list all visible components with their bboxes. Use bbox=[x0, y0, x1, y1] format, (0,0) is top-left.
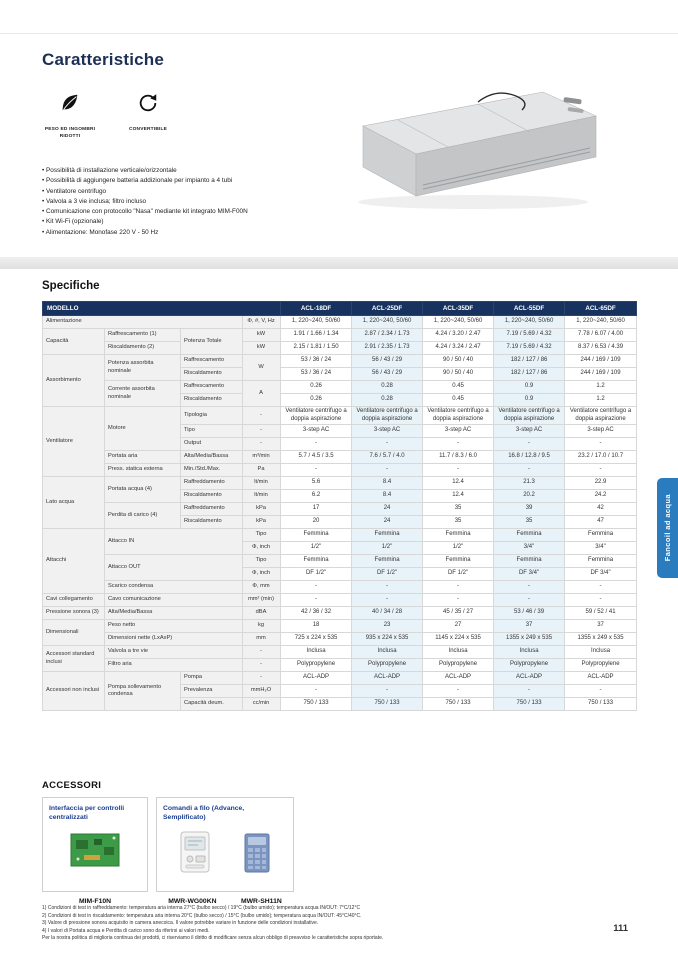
accessory-model-label: MWR-SH11N bbox=[240, 898, 282, 905]
spec-value-cell: 53 / 36 / 24 bbox=[281, 355, 352, 368]
spec-value-cell: 24.2 bbox=[565, 490, 637, 503]
spec-value-cell: 3-step AC bbox=[423, 425, 494, 438]
spec-value-cell: - bbox=[423, 464, 494, 477]
spec-value-cell: 244 / 169 / 109 bbox=[565, 368, 637, 381]
spec-label-cell: W bbox=[243, 355, 281, 381]
spec-value-cell: Polypropylene bbox=[281, 659, 352, 672]
feature-badge bbox=[118, 92, 178, 141]
spec-label-cell: Min./Std./Max. bbox=[181, 464, 243, 477]
spec-row bbox=[43, 342, 637, 355]
wired-remote-advance-image bbox=[180, 831, 210, 878]
spec-label-cell: Cavi collegamento bbox=[43, 594, 105, 607]
bullet-item: • Valvola a 3 vie inclusa; filtro incluso bbox=[42, 197, 342, 207]
spec-label-cell: Filtro aria bbox=[105, 659, 243, 672]
bullet-item: • Possibilità di aggiungere batteria addizionale per impianto a 4 tubi bbox=[42, 176, 342, 186]
spec-value-cell: 0.9 bbox=[494, 381, 565, 394]
spec-label-cell: Tipo bbox=[243, 529, 281, 542]
spec-row bbox=[43, 381, 637, 394]
spec-value-cell: 1, 220~240, 50/60 bbox=[352, 316, 423, 329]
spec-value-cell: - bbox=[352, 594, 423, 607]
spec-value-cell: - bbox=[494, 464, 565, 477]
spec-value-cell: - bbox=[494, 594, 565, 607]
spec-value-cell: 47 bbox=[565, 516, 637, 529]
spec-label-cell: Riscaldamento bbox=[181, 490, 243, 503]
spec-value-cell: 20 bbox=[281, 516, 352, 529]
spec-row bbox=[43, 646, 637, 659]
footnote-item: 2) Condizioni di test in riscaldamento: temperatura aria interna 20°C (bulbo secco) / 15°C (bulbo umido); temperatura acqua IN/OUT: 45°C/40°C. bbox=[42, 912, 362, 919]
spec-label-cell: Alimentazione bbox=[43, 316, 243, 329]
spec-value-cell: - bbox=[352, 438, 423, 451]
spec-value-cell: 27 bbox=[423, 620, 494, 633]
spec-value-cell: 56 / 43 / 29 bbox=[352, 355, 423, 368]
spec-value-cell: - bbox=[565, 438, 637, 451]
spec-label-cell: Tipo bbox=[243, 555, 281, 568]
feature-badge bbox=[40, 92, 100, 141]
page-number: 111 bbox=[613, 923, 628, 934]
product-image bbox=[328, 64, 608, 219]
spec-value-cell: - bbox=[494, 581, 565, 594]
spec-value-cell: - bbox=[281, 464, 352, 477]
spec-row bbox=[43, 555, 637, 568]
specs-heading: Specifiche bbox=[42, 280, 100, 292]
spec-value-cell: 6.2 bbox=[281, 490, 352, 503]
spec-value-cell: - bbox=[352, 685, 423, 698]
spec-value-cell: 42 / 36 / 32 bbox=[281, 607, 352, 620]
spec-row bbox=[43, 451, 637, 464]
spec-model-header: ACL-35DF bbox=[423, 302, 494, 316]
spec-value-cell: 8.4 bbox=[352, 477, 423, 490]
spec-value-cell: 59 / 52 / 41 bbox=[565, 607, 637, 620]
spec-value-cell: ACL-ADP bbox=[352, 672, 423, 685]
spec-value-cell: 1145 x 224 x 535 bbox=[423, 633, 494, 646]
spec-row bbox=[43, 607, 637, 620]
spec-value-cell: - bbox=[352, 581, 423, 594]
side-tab-label: Fancoil ad acqua bbox=[663, 494, 672, 562]
spec-value-cell: - bbox=[281, 594, 352, 607]
spec-row bbox=[43, 633, 637, 646]
spec-label-cell: - bbox=[243, 438, 281, 451]
spec-value-cell: 12.4 bbox=[423, 477, 494, 490]
spec-label-cell: - bbox=[243, 646, 281, 659]
spec-label-cell: Pompa bbox=[181, 672, 243, 685]
spec-label-cell: Valvola a tre vie bbox=[105, 646, 243, 659]
accessories-heading: ACCESSORI bbox=[42, 780, 102, 791]
spec-value-cell: 750 / 133 bbox=[423, 698, 494, 711]
spec-label-cell: Corrente assorbita nominale bbox=[105, 381, 181, 407]
spec-value-cell: 7.6 / 5.7 / 4.0 bbox=[352, 451, 423, 464]
spec-value-cell: 0.45 bbox=[423, 381, 494, 394]
spec-value-cell: 750 / 133 bbox=[281, 698, 352, 711]
spec-model-header: ACL-55DF bbox=[494, 302, 565, 316]
spec-label-cell: cc/min bbox=[243, 698, 281, 711]
spec-value-cell: - bbox=[494, 438, 565, 451]
spec-label-cell: - bbox=[243, 425, 281, 438]
spec-value-cell: - bbox=[281, 438, 352, 451]
spec-value-cell: 1, 220~240, 50/60 bbox=[565, 316, 637, 329]
spec-value-cell: 750 / 133 bbox=[565, 698, 637, 711]
spec-value-cell: 11.7 / 8.3 / 6.0 bbox=[423, 451, 494, 464]
spec-value-cell: Inclusa bbox=[494, 646, 565, 659]
spec-value-cell: Inclusa bbox=[281, 646, 352, 659]
spec-value-cell: 1.2 bbox=[565, 381, 637, 394]
spec-value-cell: 182 / 127 / 86 bbox=[494, 355, 565, 368]
footnote-item: 3) Valore di pressione sonora acquisito in camera anecoica. Il valore potrebbe variare in funzione delle condizioni installative. bbox=[42, 920, 319, 926]
bullet-item: • Comunicazione con protocollo "Nasa" mediante kit integrato MIM-F00N bbox=[42, 207, 342, 217]
leaf-icon bbox=[59, 92, 81, 119]
spec-value-cell: 16.8 / 12.8 / 9.5 bbox=[494, 451, 565, 464]
spec-value-cell: 1.2 bbox=[565, 394, 637, 407]
spec-row bbox=[43, 581, 637, 594]
spec-value-cell: Ventilatore centrifugo a doppia aspirazione bbox=[494, 407, 565, 425]
spec-value-cell: 3/4" bbox=[494, 542, 565, 555]
footnote-item: 1) Condizioni di test in raffreddamento: temperatura aria interna 27°C (bulbo secco) / 19°C (bulbo umido); temperatura acqua IN/OUT: 7°C/12°C bbox=[42, 905, 361, 911]
spec-label-cell: kPa bbox=[243, 516, 281, 529]
spec-label-cell: Attacco IN bbox=[105, 529, 243, 555]
spec-value-cell: Femmina bbox=[565, 555, 637, 568]
spec-label-cell: kW bbox=[243, 342, 281, 355]
spec-label-cell: kW bbox=[243, 329, 281, 342]
spec-value-cell: 935 x 224 x 535 bbox=[352, 633, 423, 646]
spec-row bbox=[43, 594, 637, 607]
spec-value-cell: - bbox=[565, 581, 637, 594]
spec-label-cell: m³/min bbox=[243, 451, 281, 464]
spec-label-cell: Tipologia bbox=[181, 407, 243, 425]
spec-value-cell: 1, 220~240, 50/60 bbox=[494, 316, 565, 329]
spec-label-cell: Raffreddamento bbox=[181, 477, 243, 490]
spec-value-cell: 2.87 / 2.34 / 1.73 bbox=[352, 329, 423, 342]
spec-label-cell: Potenza Totale bbox=[181, 329, 243, 355]
page-title: Caratteristiche bbox=[42, 50, 165, 69]
spec-label-cell: Output bbox=[181, 438, 243, 451]
spec-value-cell: 53 / 36 / 24 bbox=[281, 368, 352, 381]
spec-value-cell: Femmina bbox=[423, 529, 494, 542]
spec-value-cell: Polypropylene bbox=[423, 659, 494, 672]
spec-value-cell: 37 bbox=[494, 620, 565, 633]
spec-label-cell: Assorbimento bbox=[43, 355, 105, 407]
spec-value-cell: 4.24 / 3.24 / 2.47 bbox=[423, 342, 494, 355]
spec-value-cell: 90 / 50 / 40 bbox=[423, 355, 494, 368]
footnotes bbox=[42, 905, 598, 943]
spec-value-cell: 37 bbox=[565, 620, 637, 633]
accessory-title: Interfaccia per controlli centralizzati bbox=[49, 805, 125, 822]
spec-label-cell: Press. statica esterna bbox=[105, 464, 181, 477]
spec-label-cell: Perdita di carico (4) bbox=[105, 503, 181, 529]
spec-value-cell: 2.15 / 1.81 / 1.50 bbox=[281, 342, 352, 355]
spec-label-cell: Φ, inch bbox=[243, 542, 281, 555]
footnote-item: Per la nostra politica di miglioria continua dei prodotti, ci riserviamo il diritto di modificare senza alcun obbligo di preavviso le caratteristiche sopra riportate. bbox=[42, 935, 384, 941]
spec-label-cell: Accessori non inclusi bbox=[43, 672, 105, 711]
spec-label-cell: Portata acqua (4) bbox=[105, 477, 181, 503]
spec-value-cell: - bbox=[423, 438, 494, 451]
specs-table bbox=[42, 301, 637, 711]
spec-value-cell: 53 / 46 / 39 bbox=[494, 607, 565, 620]
spec-value-cell: Ventilatore centrifugo a doppia aspirazione bbox=[565, 407, 637, 425]
spec-row bbox=[43, 329, 637, 342]
top-rule bbox=[0, 33, 678, 34]
spec-label-cell: kg bbox=[243, 620, 281, 633]
spec-label-cell: Pompa sollevamento condensa bbox=[105, 672, 181, 711]
spec-label-cell: Raffrescamento (1) bbox=[105, 329, 181, 342]
spec-table-corner: MODELLO bbox=[43, 302, 281, 316]
spec-label-cell: Raffrescamento bbox=[181, 381, 243, 394]
spec-value-cell: DF 1/2" bbox=[423, 568, 494, 581]
spec-row bbox=[43, 407, 637, 425]
spec-label-cell: Prevalenza bbox=[181, 685, 243, 698]
spec-value-cell: 24 bbox=[352, 503, 423, 516]
spec-value-cell: 0.45 bbox=[423, 394, 494, 407]
wired-remote-simplified-image bbox=[244, 833, 270, 878]
spec-value-cell: Femmina bbox=[565, 529, 637, 542]
spec-value-cell: 8.4 bbox=[352, 490, 423, 503]
spec-value-cell: 23.2 / 17.0 / 10.7 bbox=[565, 451, 637, 464]
spec-model-header: ACL-25DF bbox=[352, 302, 423, 316]
spec-value-cell: - bbox=[281, 581, 352, 594]
spec-value-cell: 2.91 / 2.35 / 1.73 bbox=[352, 342, 423, 355]
spec-label-cell: Pa bbox=[243, 464, 281, 477]
spec-label-cell: Riscaldamento (2) bbox=[105, 342, 181, 355]
spec-label-cell: Riscaldamento bbox=[181, 368, 243, 381]
badge-label: CONVERTIBILE bbox=[128, 127, 168, 132]
spec-value-cell: 42 bbox=[565, 503, 637, 516]
section-divider bbox=[0, 257, 678, 269]
spec-value-cell: 1, 220~240, 50/60 bbox=[281, 316, 352, 329]
spec-value-cell: 24 bbox=[352, 516, 423, 529]
spec-value-cell: 1355 x 249 x 535 bbox=[494, 633, 565, 646]
spec-value-cell: 23 bbox=[352, 620, 423, 633]
spec-value-cell: - bbox=[565, 594, 637, 607]
spec-label-cell: mm² (min) bbox=[243, 594, 281, 607]
spec-value-cell: 4.24 / 3.20 / 2.47 bbox=[423, 329, 494, 342]
spec-value-cell: 1/2" bbox=[281, 542, 352, 555]
spec-value-cell: DF 3/4" bbox=[494, 568, 565, 581]
spec-label-cell: dBA bbox=[243, 607, 281, 620]
spec-label-cell: Raffrescamento bbox=[181, 355, 243, 368]
spec-value-cell: 750 / 133 bbox=[352, 698, 423, 711]
spec-value-cell: 244 / 169 / 109 bbox=[565, 355, 637, 368]
feature-bullets bbox=[42, 166, 342, 238]
accessory-box-wired-remotes bbox=[156, 797, 294, 892]
spec-value-cell: 8.37 / 6.53 / 4.39 bbox=[565, 342, 637, 355]
spec-value-cell: 90 / 50 / 40 bbox=[423, 368, 494, 381]
spec-label-cell: Lato acqua bbox=[43, 477, 105, 529]
spec-value-cell: 7.19 / 5.69 / 4.32 bbox=[494, 342, 565, 355]
footnote-item: 4) I valori di Portata acqua e Perdita di carico sono da riferirsi ai valori medi. bbox=[42, 927, 210, 934]
spec-value-cell: - bbox=[281, 685, 352, 698]
spec-value-cell: 3/4" bbox=[565, 542, 637, 555]
spec-label-cell: kPa bbox=[243, 503, 281, 516]
spec-value-cell: 1/2" bbox=[352, 542, 423, 555]
spec-row bbox=[43, 672, 637, 685]
spec-value-cell: Polypropylene bbox=[352, 659, 423, 672]
accessory-title: Comandi a filo (Advance, Semplificato) bbox=[163, 805, 245, 822]
spec-value-cell: 5.6 bbox=[281, 477, 352, 490]
spec-value-cell: - bbox=[423, 685, 494, 698]
spec-row bbox=[43, 477, 637, 490]
spec-value-cell: 1.91 / 1.66 / 1.34 bbox=[281, 329, 352, 342]
spec-value-cell: Femmina bbox=[352, 529, 423, 542]
spec-row bbox=[43, 659, 637, 672]
spec-label-cell: Tipo bbox=[181, 425, 243, 438]
spec-value-cell: 0.28 bbox=[352, 394, 423, 407]
spec-value-cell: Femmina bbox=[281, 529, 352, 542]
accessory-box-interface bbox=[42, 797, 148, 892]
spec-value-cell: Femmina bbox=[423, 555, 494, 568]
spec-value-cell: 0.28 bbox=[352, 381, 423, 394]
spec-value-cell: 12.4 bbox=[423, 490, 494, 503]
spec-row bbox=[43, 355, 637, 368]
spec-value-cell: ACL-ADP bbox=[494, 672, 565, 685]
spec-label-cell: Cavo comunicazione bbox=[105, 594, 243, 607]
specs-table-wrap bbox=[42, 301, 637, 711]
spec-value-cell: 1/2" bbox=[423, 542, 494, 555]
spec-row bbox=[43, 529, 637, 542]
spec-label-cell: Dimensioni nette (LxAxP) bbox=[105, 633, 243, 646]
spec-value-cell: 7.19 / 5.69 / 4.32 bbox=[494, 329, 565, 342]
spec-value-cell: Ventilatore centrifugo a doppia aspirazione bbox=[281, 407, 352, 425]
spec-value-cell: 17 bbox=[281, 503, 352, 516]
spec-label-cell: Capacità bbox=[43, 329, 105, 355]
spec-label-cell: Riscaldamento bbox=[181, 516, 243, 529]
spec-value-cell: 20.2 bbox=[494, 490, 565, 503]
spec-value-cell: 1355 x 249 x 535 bbox=[565, 633, 637, 646]
spec-value-cell: Polypropylene bbox=[565, 659, 637, 672]
spec-label-cell: Accessori standard inclusi bbox=[43, 646, 105, 672]
spec-value-cell: 3-step AC bbox=[494, 425, 565, 438]
spec-value-cell: 5.7 / 4.5 / 3.5 bbox=[281, 451, 352, 464]
spec-value-cell: 22.9 bbox=[565, 477, 637, 490]
spec-label-cell: A bbox=[243, 381, 281, 407]
spec-row bbox=[43, 316, 637, 329]
bullet-item: • Kit Wi-Fi (opzionale) bbox=[42, 217, 342, 227]
spec-label-cell: lt/min bbox=[243, 490, 281, 503]
spec-value-cell: 1, 220~240, 50/60 bbox=[423, 316, 494, 329]
spec-value-cell: ACL-ADP bbox=[281, 672, 352, 685]
spec-label-cell: mmH₂O bbox=[243, 685, 281, 698]
spec-value-cell: Inclusa bbox=[352, 646, 423, 659]
spec-value-cell: 45 / 35 / 27 bbox=[423, 607, 494, 620]
spec-label-cell: - bbox=[243, 672, 281, 685]
spec-value-cell: ACL-ADP bbox=[423, 672, 494, 685]
spec-label-cell: Attacchi bbox=[43, 529, 105, 594]
spec-label-cell: - bbox=[243, 659, 281, 672]
spec-label-cell: Portata aria bbox=[105, 451, 181, 464]
spec-value-cell: 18 bbox=[281, 620, 352, 633]
spec-value-cell: 3-step AC bbox=[281, 425, 352, 438]
spec-label-cell: Pressione sonora (3) bbox=[43, 607, 105, 620]
spec-label-cell: lt/min bbox=[243, 477, 281, 490]
spec-value-cell: 750 / 133 bbox=[494, 698, 565, 711]
spec-label-cell: Φ, inch bbox=[243, 568, 281, 581]
spec-value-cell: 0.9 bbox=[494, 394, 565, 407]
spec-value-cell: 39 bbox=[494, 503, 565, 516]
spec-value-cell: 3-step AC bbox=[352, 425, 423, 438]
spec-value-cell: DF 1/2" bbox=[352, 568, 423, 581]
spec-value-cell: 35 bbox=[494, 516, 565, 529]
spec-value-cell: - bbox=[565, 464, 637, 477]
spec-row bbox=[43, 503, 637, 516]
spec-value-cell: Ventilatore centrifugo a doppia aspirazione bbox=[352, 407, 423, 425]
spec-label-cell: Potenza assorbita nominale bbox=[105, 355, 181, 381]
spec-label-cell: Φ, mm bbox=[243, 581, 281, 594]
spec-label-cell: Dimensionali bbox=[43, 620, 105, 646]
spec-value-cell: - bbox=[423, 581, 494, 594]
pcb-interface-image bbox=[70, 831, 120, 874]
side-tab-fancoil bbox=[657, 478, 678, 578]
spec-value-cell: 7.78 / 6.07 / 4.00 bbox=[565, 329, 637, 342]
spec-label-cell: Raffreddamento bbox=[181, 503, 243, 516]
spec-value-cell: 56 / 43 / 29 bbox=[352, 368, 423, 381]
spec-label-cell: Attacco OUT bbox=[105, 555, 243, 581]
spec-value-cell: DF 3/4" bbox=[565, 568, 637, 581]
spec-label-cell: Φ, #, V, Hz bbox=[243, 316, 281, 329]
spec-label-cell: mm bbox=[243, 633, 281, 646]
spec-value-cell: Femmina bbox=[494, 555, 565, 568]
spec-value-cell: 725 x 224 x 535 bbox=[281, 633, 352, 646]
spec-value-cell: - bbox=[565, 685, 637, 698]
spec-value-cell: DF 1/2" bbox=[281, 568, 352, 581]
spec-row bbox=[43, 464, 637, 477]
spec-value-cell: 0.26 bbox=[281, 381, 352, 394]
spec-label-cell: Riscaldamento bbox=[181, 394, 243, 407]
spec-label-cell: Capacità deum. bbox=[181, 698, 243, 711]
spec-label-cell: Alta/Media/Bassa bbox=[105, 607, 243, 620]
spec-value-cell: 3-step AC bbox=[565, 425, 637, 438]
convertible-icon bbox=[137, 92, 159, 119]
spec-label-cell: Scarico condensa bbox=[105, 581, 243, 594]
spec-value-cell: Femmina bbox=[352, 555, 423, 568]
spec-value-cell: Polypropylene bbox=[494, 659, 565, 672]
spec-value-cell: 35 bbox=[423, 503, 494, 516]
spec-model-header: ACL-65DF bbox=[565, 302, 637, 316]
spec-value-cell: Ventilatore centrifugo a doppia aspirazione bbox=[423, 407, 494, 425]
spec-value-cell: 40 / 34 / 28 bbox=[352, 607, 423, 620]
spec-value-cell: 35 bbox=[423, 516, 494, 529]
spec-value-cell: Inclusa bbox=[565, 646, 637, 659]
spec-model-header: ACL-18DF bbox=[281, 302, 352, 316]
spec-value-cell: ACL-ADP bbox=[565, 672, 637, 685]
badge-label: PESO ED INGOMBRI RIDOTTI bbox=[44, 127, 96, 140]
spec-row bbox=[43, 620, 637, 633]
spec-value-cell: - bbox=[494, 685, 565, 698]
spec-value-cell: 21.3 bbox=[494, 477, 565, 490]
spec-value-cell: Femmina bbox=[281, 555, 352, 568]
spec-label-cell: Alta/Media/Bassa bbox=[181, 451, 243, 464]
spec-label-cell: Ventilatore bbox=[43, 407, 105, 477]
feature-badges bbox=[40, 92, 178, 141]
bullet-item: • Possibilità di installazione verticale/orizzontale bbox=[42, 166, 342, 176]
spec-value-cell: Femmina bbox=[494, 529, 565, 542]
accessory-model-label: MWR-WG00KN bbox=[168, 898, 217, 905]
spec-label-cell: - bbox=[243, 407, 281, 425]
bullet-item: • Ventilatore centrifugo bbox=[42, 187, 342, 197]
accessory-model-label: MIM-F10N bbox=[78, 898, 112, 905]
spec-value-cell: 0.26 bbox=[281, 394, 352, 407]
bullet-item: • Alimentazione: Monofase 220 V - 50 Hz bbox=[42, 228, 342, 238]
spec-value-cell: Inclusa bbox=[423, 646, 494, 659]
spec-label-cell: Peso netto bbox=[105, 620, 243, 633]
spec-value-cell: - bbox=[423, 594, 494, 607]
spec-value-cell: - bbox=[352, 464, 423, 477]
spec-value-cell: 182 / 127 / 86 bbox=[494, 368, 565, 381]
spec-label-cell: Motore bbox=[105, 407, 181, 451]
